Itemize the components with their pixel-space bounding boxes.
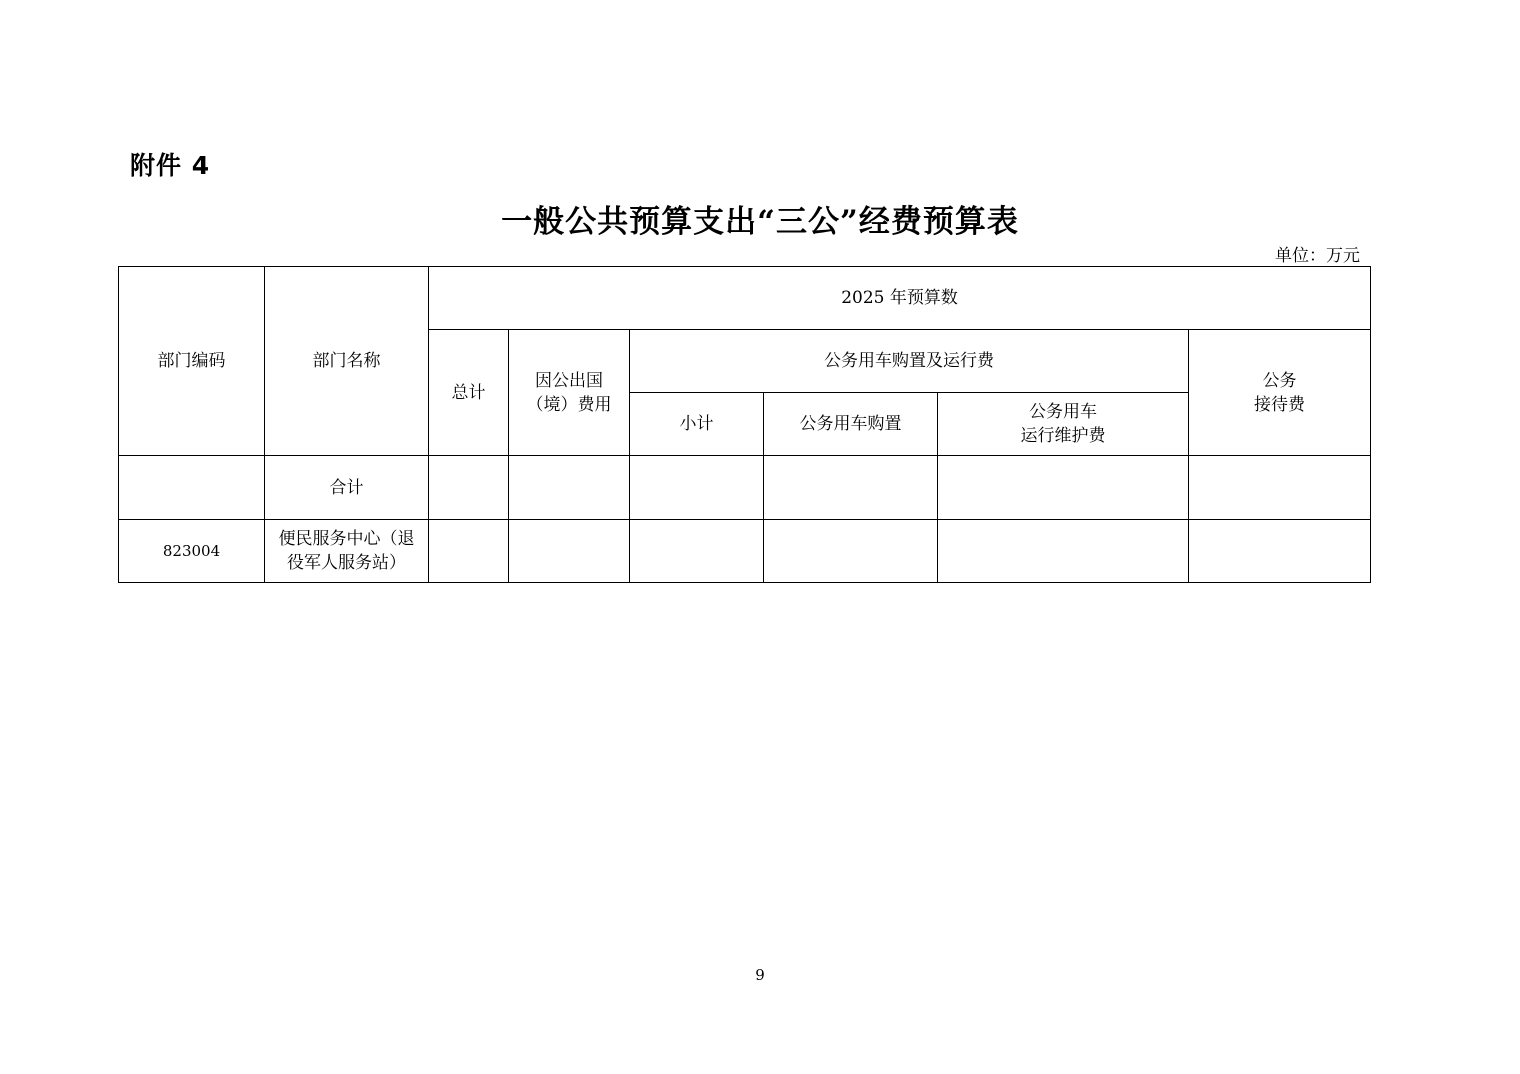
attachment-label: 附件 4 — [130, 151, 211, 180]
row-dept-vehicle-purchase — [764, 520, 938, 583]
header-overseas-line1: 因公出国 — [535, 370, 603, 391]
row-dept-code: 823004 — [119, 520, 265, 583]
row-dept-subtotal — [630, 520, 764, 583]
table-row-total — [119, 456, 1371, 520]
header-dept-code: 部门编码 — [119, 267, 265, 456]
header-overseas — [509, 330, 630, 456]
row-dept-name-line1: 便民服务中心（退 — [278, 529, 415, 549]
row-total-reception — [1189, 456, 1371, 520]
header-overseas-line2: （境）费用 — [526, 394, 612, 415]
page-number: 9 — [755, 966, 765, 984]
row-total-subtotal — [630, 456, 764, 520]
page-title: 一般公共预算支出“三公”经费预算表 — [501, 204, 1019, 240]
header-vehicle-operation-line2: 运行维护费 — [1020, 426, 1106, 446]
header-dept-name: 部门名称 — [265, 267, 429, 456]
row-total-total — [429, 456, 509, 520]
header-year-budget: 2025 年预算数 — [429, 267, 1371, 330]
header-vehicle-purchase: 公务用车购置 — [764, 393, 938, 456]
row-dept-vehicle-operation — [938, 520, 1189, 583]
header-reception — [1189, 330, 1371, 456]
row-total-vehicle-purchase — [764, 456, 938, 520]
header-vehicle-group: 公务用车购置及运行费 — [630, 330, 1189, 393]
row-dept-overseas — [509, 520, 630, 583]
row-dept-name-line2: 役军人服务站） — [287, 553, 406, 573]
budget-table — [118, 266, 1371, 583]
row-dept-total — [429, 520, 509, 583]
header-reception-line2: 接待费 — [1254, 394, 1306, 415]
header-vehicle-operation-line1: 公务用车 — [1029, 402, 1097, 422]
header-total: 总计 — [429, 330, 509, 456]
row-total-code — [119, 456, 265, 520]
table-row — [119, 520, 1371, 583]
header-subtotal: 小计 — [630, 393, 764, 456]
row-dept-name — [265, 520, 429, 583]
row-total-vehicle-operation — [938, 456, 1189, 520]
header-vehicle-operation — [938, 393, 1189, 456]
header-reception-line1: 公务 — [1262, 370, 1297, 391]
row-dept-reception — [1189, 520, 1371, 583]
row-total-overseas — [509, 456, 630, 520]
unit-label: 单位：万元 — [1275, 246, 1360, 266]
row-total-name: 合计 — [265, 456, 429, 520]
